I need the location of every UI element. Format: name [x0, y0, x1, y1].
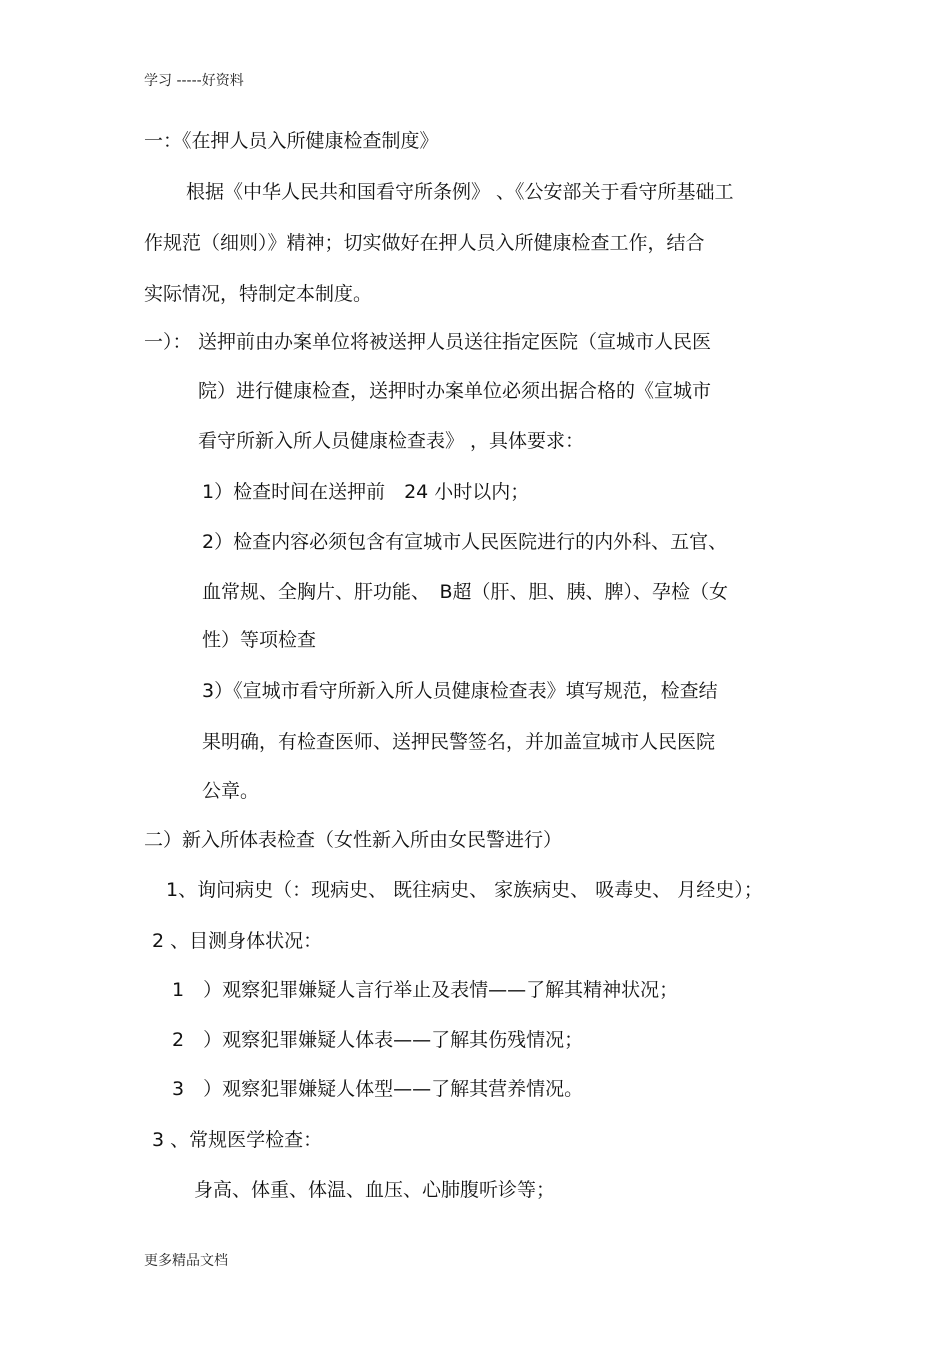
requirement-3-line-2: 果明确，有检查医师、送押民警签名，并加盖宣城市人民医院 [202, 731, 716, 753]
requirement-2-line-3: 性）等项检查 [202, 629, 317, 651]
requirement-1: 1）检查时间在送押前 24 小时以内； [202, 481, 530, 503]
section1-label: 一）： [144, 331, 192, 353]
section2-item-3-detail: 身高、体重、体温、血压、心肺腹听诊等； [194, 1179, 556, 1201]
observation-1: 1 ）观察犯罪嫌疑人言行举止及表情——了解其精神状况； [172, 979, 679, 1001]
requirement-3-line-1: 3）《宣城市看守所新入所人员健康检查表》填写规范，检查结 [202, 680, 718, 702]
section2-title: 二）新入所体表检查（女性新入所由女民警进行） [144, 829, 563, 851]
requirement-2-line-2: 血常规、全胸片、肝功能、 B超（肝、胆、胰、脾）、孕检（女 [202, 581, 729, 603]
observation-3: 3 ）观察犯罪嫌疑人体型——了解其营养情况。 [172, 1078, 584, 1100]
doc-title: 一：《在押人员入所健康检查制度》 [144, 130, 439, 152]
section2-item-2: 2 、目测身体状况： [152, 930, 323, 952]
requirement-2-line-1: 2）检查内容必须包含有宣城市人民医院进行的内外科、五官、 [202, 531, 728, 553]
intro-line-3: 实际情况，特制定本制度。 [144, 283, 373, 305]
section1-line-3: 看守所新入所人员健康检查表》 ，具体要求： [198, 430, 585, 452]
page-footer: 更多精品文档 [144, 1253, 228, 1269]
section2-item-1: 1、询问病史（：现病史、 既往病史、 家族病史、 吸毒史、 月经史）； [166, 879, 763, 901]
intro-line-1: 根据《中华人民共和国看守所条例》 、《公安部关于看守所基础工 [186, 181, 734, 203]
observation-2: 2 ）观察犯罪嫌疑人体表——了解其伤残情况； [172, 1029, 584, 1051]
section2-item-3: 3 、常规医学检查： [152, 1129, 323, 1151]
requirement-3-line-3: 公章。 [202, 780, 260, 802]
intro-line-2: 作规范（细则）》精神；切实做好在押人员入所健康检查工作，结合 [144, 232, 705, 254]
page-header: 学习 -----好资料 [144, 73, 244, 89]
section1-line-1: 送押前由办案单位将被送押人员送往指定医院（宣城市人民医 [198, 331, 712, 353]
section1-line-2: 院）进行健康检查，送押时办案单位必须出据合格的《宣城市 [198, 380, 712, 402]
